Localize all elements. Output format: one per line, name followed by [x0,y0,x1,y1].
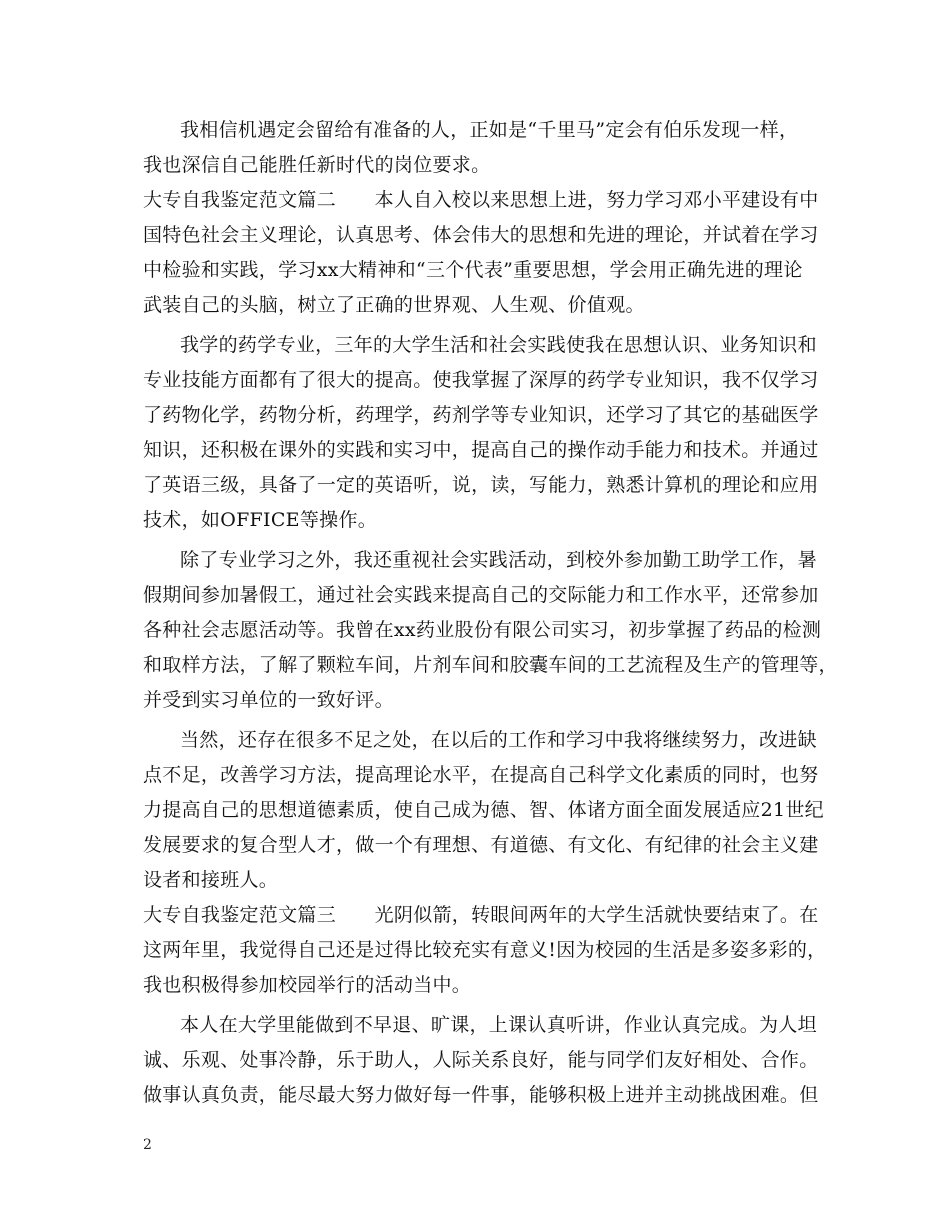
text-line: 我也深信自己能胜任新时代的岗位要求。 [143,154,491,176]
text-line: 国特色社会主义理论，认真思考、体会伟大的思想和先进的理论，并试着在学习 [143,224,819,246]
text-line: 大专自我鉴定范文篇三 光阴似箭，转眼间两年的大学生活就快要结束了。在 [143,904,819,926]
text-line: 我学的药学专业，三年的大学生活和社会实践使我在思想认识、业务知识和 [180,334,817,356]
text-line: 假期间参加暑假工，通过社会实践来提高自己的交际能力和工作水平，还常参加 [143,584,819,606]
text-line: 做事认真负责，能尽最大努力做好每一件事，能够积极上进并主动挑战困难。但 [143,1084,819,1106]
text-line: 和取样方法，了解了颗粒车间，片剂车间和胶囊车间的工艺流程及生产的管理等， [143,654,838,676]
text-line: 当然，还存在很多不足之处，在以后的工作和学习中我将继续努力，改进缺 [180,729,817,751]
text-line: 知识，还积极在课外的实践和实习中，提高自己的操作动手能力和技术。并通过 [143,439,819,461]
text-line: 专业技能方面都有了很大的提高。使我掌握了深厚的药学专业知识，我不仅学习 [143,369,819,391]
text-line: 了药物化学，药物分析，药理学，药剂学等专业知识，还学习了其它的基础医学 [143,404,819,426]
text-line: 技术，如OFFICE等操作。 [143,509,378,531]
text-line: 了英语三级，具备了一定的英语听，说，读，写能力，熟悉计算机的理论和应用 [143,474,819,496]
text-line: 我相信机遇定会留给有准备的人，正如是“千里马”定会有伯乐发现一样， [180,119,799,141]
text-line: 除了专业学习之外，我还重视社会实践活动，到校外参加勤工助学工作，暑 [180,549,817,571]
text-line: 武装自己的头脑，树立了正确的世界观、人生观、价值观。 [143,294,645,316]
text-line: 并受到实习单位的一致好评。 [143,689,394,711]
page-number: 2 [143,1137,152,1153]
text-line: 大专自我鉴定范文篇二 本人自入校以来思想上进，努力学习邓小平建设有中 [143,189,819,211]
text-line: 点不足，改善学习方法，提高理论水平，在提高自己科学文化素质的同时，也努 [143,764,819,786]
text-line: 发展要求的复合型人才，做一个有理想、有道德、有文化、有纪律的社会主义建 [143,834,819,856]
text-line: 本人在大学里能做到不早退、旷课，上课认真听讲，作业认真完成。为人坦 [180,1014,817,1036]
text-line: 各种社会志愿活动等。我曾在xx药业股份有限公司实习，初步掌握了药品的检测 [143,619,822,641]
text-line: 设者和接班人。 [143,869,279,891]
text-line: 中检验和实践，学习xx大精神和“三个代表”重要思想，学会用正确先进的理论 [143,259,803,281]
text-line: 力提高自己的思想道德素质，使自己成为德、智、体诸方面全面发展适应21世纪 [143,799,824,821]
text-line: 我也积极得参加校园举行的活动当中。 [143,974,472,996]
text-line: 诚、乐观、处事冷静，乐于助人，人际关系良好，能与同学们友好相处、合作。 [143,1049,819,1071]
text-line: 这两年里，我觉得自己还是过得比较充实有意义!因为校园的生活是多姿多彩的， [143,939,827,961]
